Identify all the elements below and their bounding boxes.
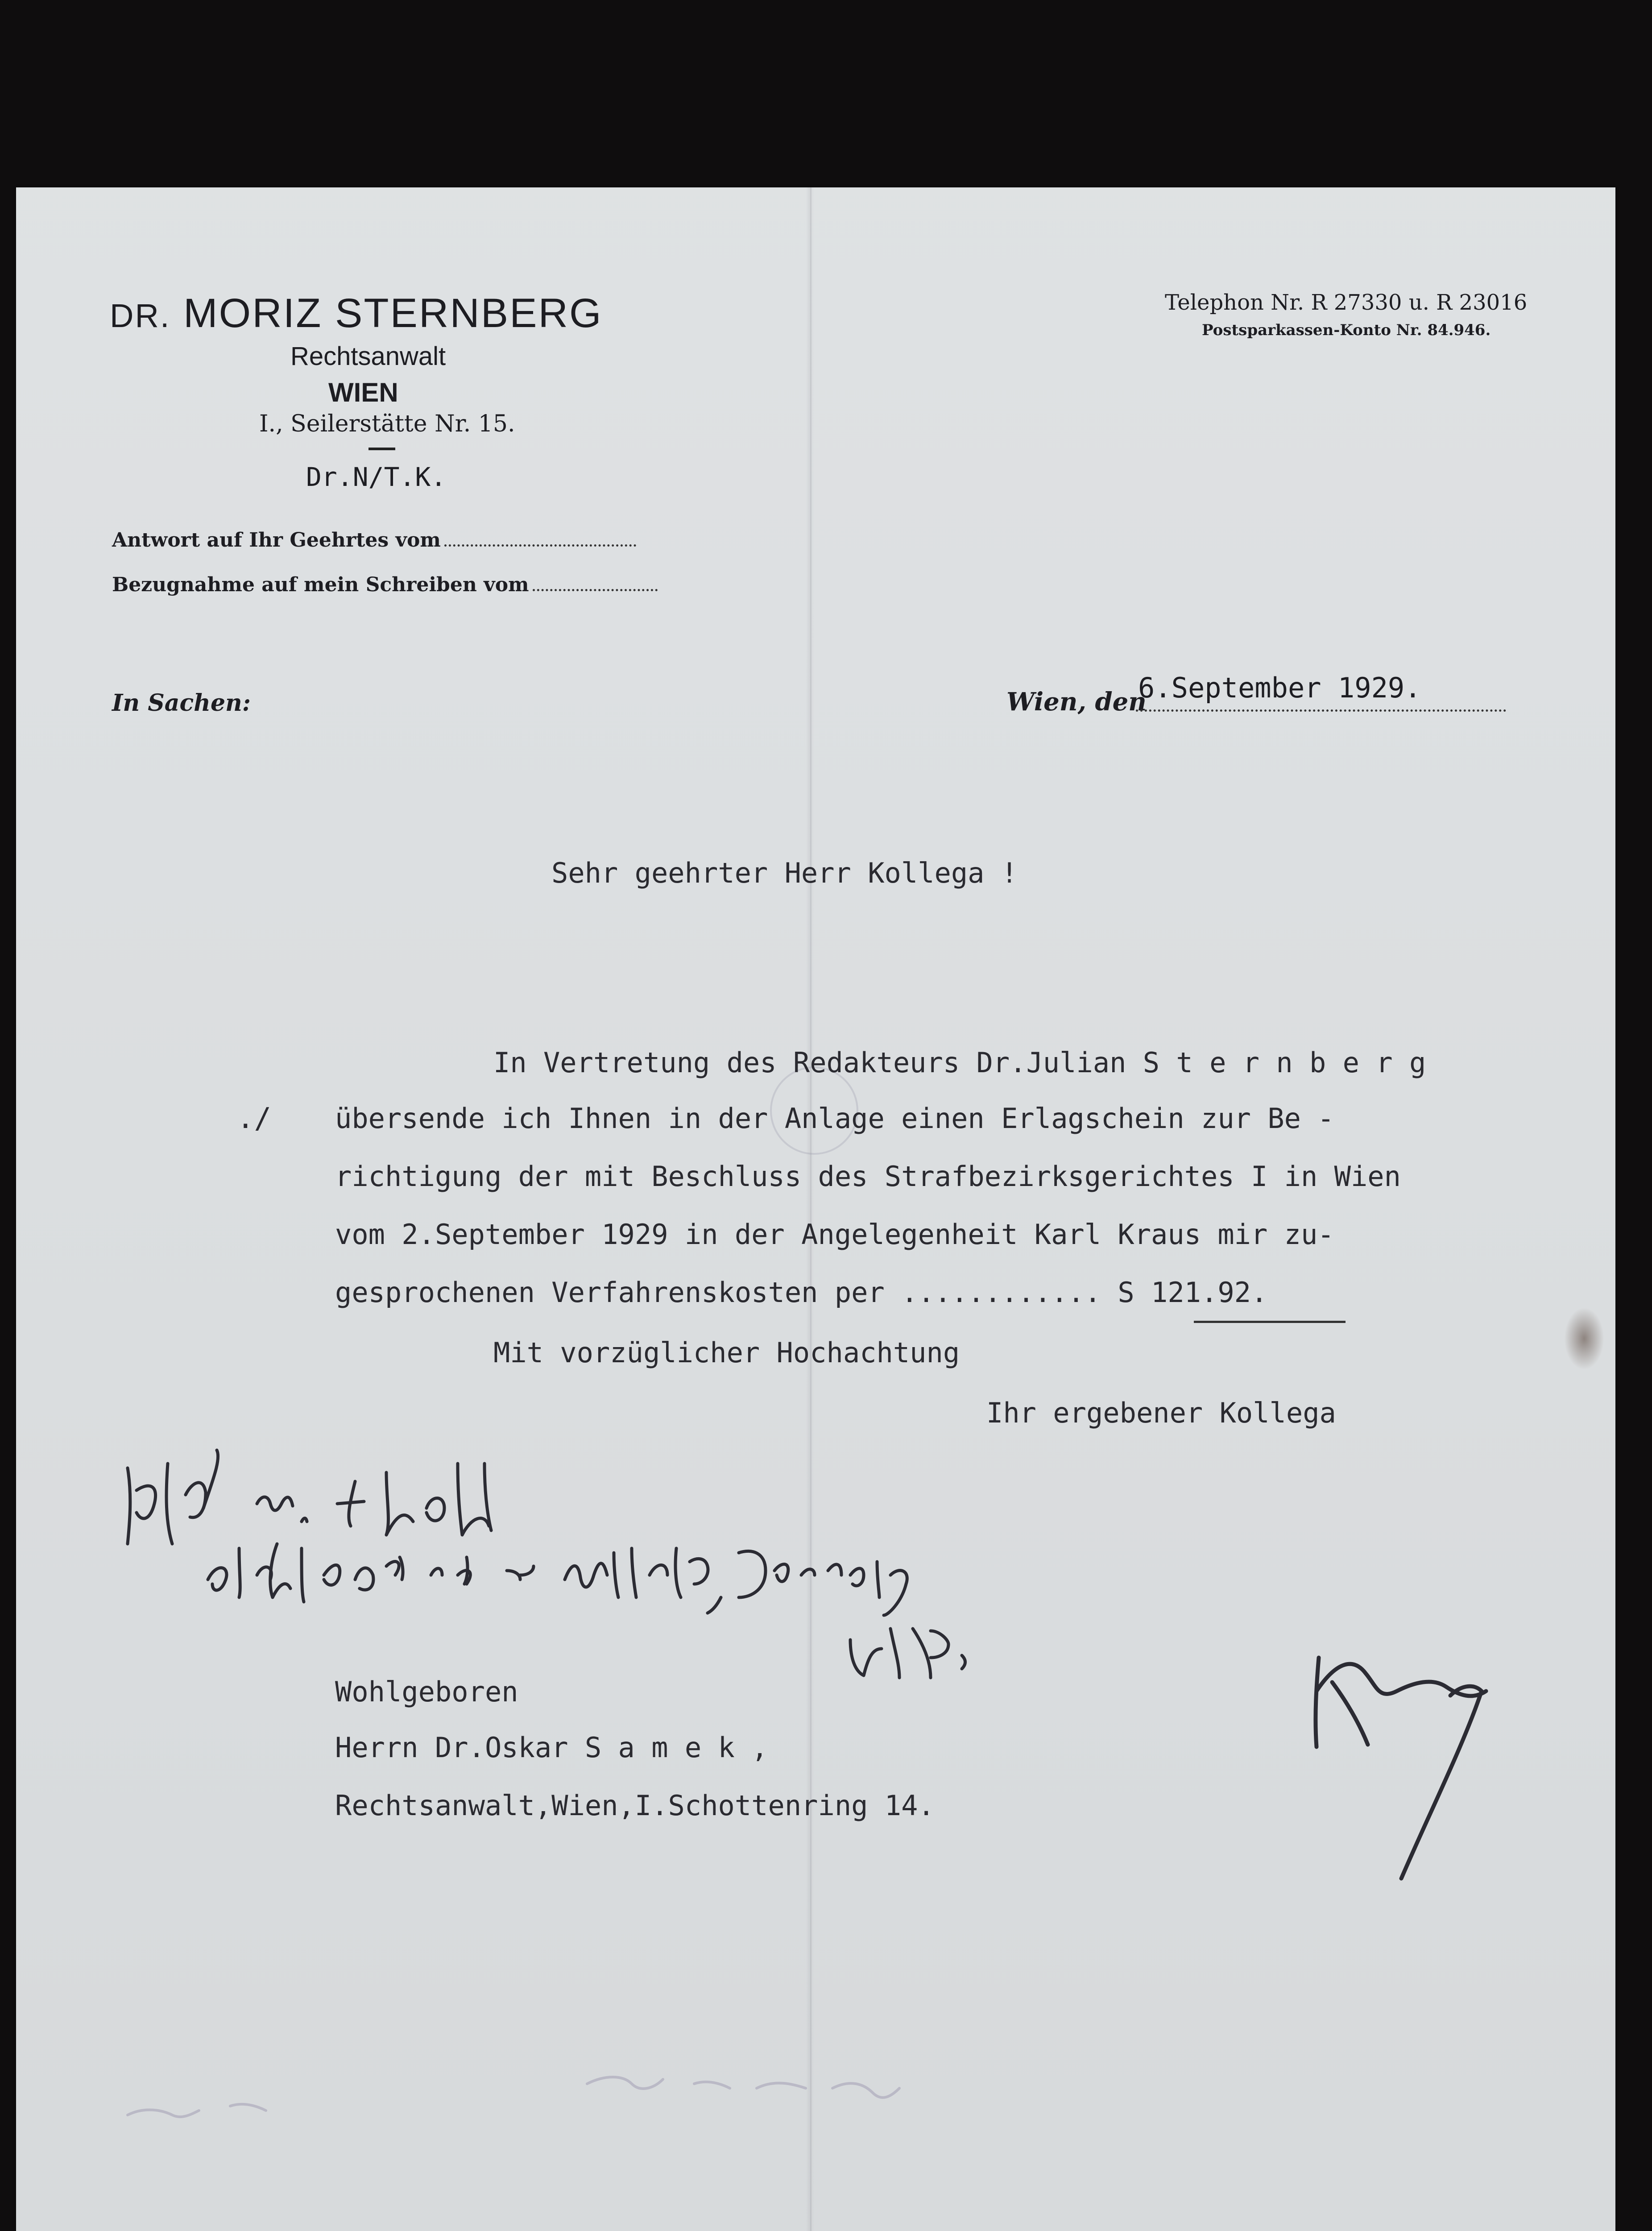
reference-code: Dr.N/T.K. <box>306 462 447 492</box>
letter-reference-label: Bezugnahme auf mein Schreiben vom <box>112 573 529 596</box>
handwritten-note-line-2 <box>208 1544 907 1615</box>
body-line: In Vertretung des Redakteurs Dr.Julian S t e r n b e r g <box>493 1046 1426 1079</box>
telephone-numbers: Telephon Nr. R 27330 u. R 23016 <box>1165 290 1528 315</box>
letterhead-profession: Rechtsanwalt <box>290 342 446 371</box>
handwritten-marks <box>16 187 1615 2231</box>
signature <box>1316 1658 1486 1879</box>
signoff: Ihr ergebener Kollega <box>986 1397 1336 1429</box>
handwritten-note-line-1 <box>128 1450 491 1544</box>
recipient-line: Rechtsanwalt,Wien,I.Schottenring 14. <box>335 1789 935 1822</box>
place-label: Wien, den <box>1006 687 1147 717</box>
letterhead-address: I., Seilerstätte Nr. 15. <box>259 411 515 437</box>
body-line: gesprochenen Verfahrenskosten per ............ S 121.92. <box>335 1276 1268 1309</box>
letterhead-name-text: MORIZ STERNBERG <box>183 290 603 336</box>
recipient-line: Wohlgeboren <box>335 1675 518 1708</box>
letterhead-name-prefix: DR. <box>110 297 171 334</box>
reply-reference-label: Antwort auf Ihr Geehrtes vom <box>112 529 441 552</box>
closing-phrase: Mit vorzüglicher Hochachtung <box>493 1336 960 1369</box>
letter-page <box>16 187 1615 2231</box>
letterhead-city: WIEN <box>328 377 398 407</box>
faint-pencil-note <box>128 2077 899 2117</box>
recipient-line: Herrn Dr.Oskar S a m e k , <box>335 1731 768 1764</box>
body-line: übersende ich Ihnen in der Anlage einen Erlagschein zur Be - <box>335 1102 1334 1135</box>
body-line: richtigung der mit Beschluss des Strafbezirksgerichtes I in Wien <box>335 1160 1401 1193</box>
case-label: In Sachen: <box>112 689 251 717</box>
enclosure-mark: ./ <box>237 1102 272 1135</box>
body-line: vom 2.September 1929 in der Angelegenheit Karl Kraus mir zu- <box>335 1218 1334 1251</box>
postal-account: Postsparkassen-Konto Nr. 84.946. <box>1202 321 1491 339</box>
letter-date: 6.September 1929. <box>1138 672 1421 704</box>
salutation: Sehr geehrter Herr Kollega ! <box>551 857 1018 889</box>
handwritten-initials <box>850 1629 965 1678</box>
